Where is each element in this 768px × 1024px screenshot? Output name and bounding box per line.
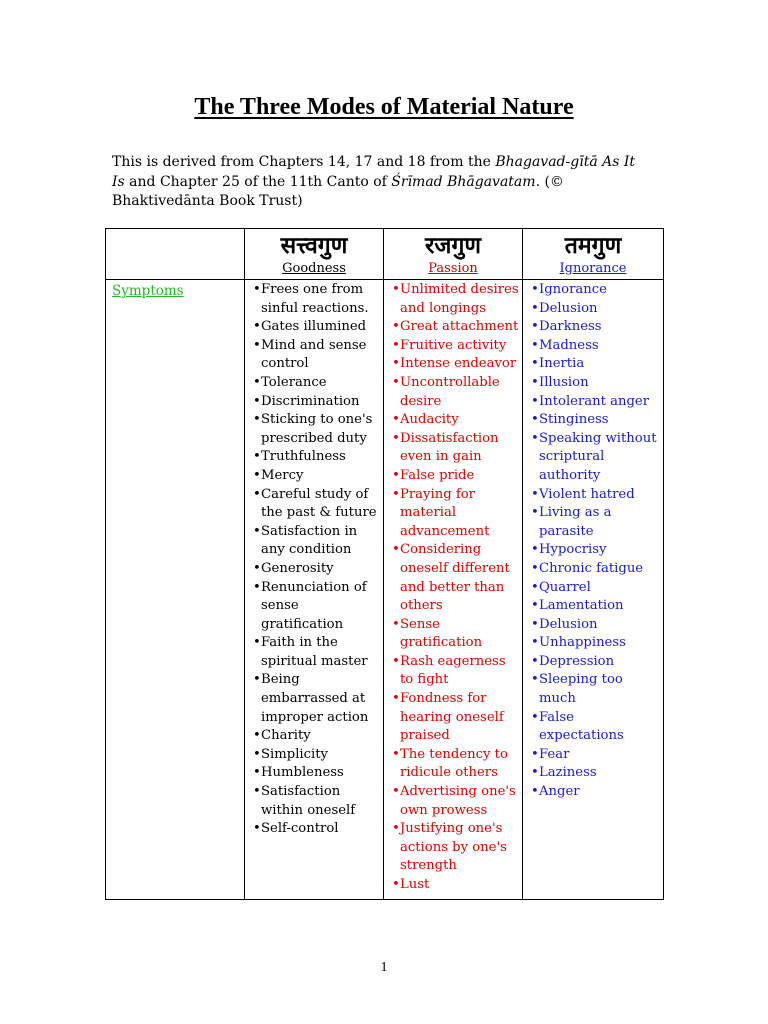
passion-item: • False pride <box>392 467 520 486</box>
passion-item: • Lust <box>392 876 520 895</box>
passion-item: • Great attachment <box>392 318 520 337</box>
header-ignorance <box>523 229 664 280</box>
passion-item: • Fondness for hearing oneself praised <box>392 690 520 746</box>
ignorance-item: • Darkness <box>531 318 661 337</box>
ignorance-item: • Anger <box>531 783 661 802</box>
page-title: The Three Modes of Material Nature <box>194 94 574 120</box>
goodness-item: • Self-control <box>253 820 381 839</box>
goodness-item: • Mercy <box>253 467 381 486</box>
goodness-item: • Being embarrassed at improper action <box>253 671 381 727</box>
passion-item: • Uncontrollable desire <box>392 374 520 411</box>
passion-item: • Fruitive activity <box>392 337 520 356</box>
ignorance-item: • Illusion <box>531 374 661 393</box>
goodness-item: • Satisfaction in any condition <box>253 523 381 560</box>
goodness-item: • Sticking to one's prescribed duty <box>253 411 381 448</box>
goodness-item: • Frees one from sinful reactions. <box>253 281 381 318</box>
passion-item: • Rash eagerness to fight <box>392 653 520 690</box>
corner-cell <box>106 229 245 280</box>
passion-item: • Justifying one's actions by one's strength <box>392 820 520 876</box>
goodness-item: • Humbleness <box>253 764 381 783</box>
ignorance-item: • Intolerant anger <box>531 393 661 412</box>
ignorance-list <box>523 280 663 804</box>
ignorance-item: • Unhappiness <box>531 634 661 653</box>
ignorance-item: • Inertia <box>531 355 661 374</box>
book-title-bhagavatam: Śrīmad Bhāgavatam <box>391 173 536 190</box>
ignorance-item: • Speaking without scriptural authority <box>531 430 661 486</box>
goodness-item: • Discrimination <box>253 393 381 412</box>
goodness-item: • Careful study of the past & future <box>253 486 381 523</box>
passion-cell <box>384 280 523 900</box>
ignorance-item: • Madness <box>531 337 661 356</box>
goodness-item: • Satisfaction within oneself <box>253 783 381 820</box>
ignorance-cell <box>523 280 664 900</box>
header-goodness <box>245 229 384 280</box>
goodness-item: • Tolerance <box>253 374 381 393</box>
ignorance-item: • Stinginess <box>531 411 661 430</box>
ignorance-item: • Sleeping too much <box>531 671 661 708</box>
book-title-gita: Bhagavad-gītā As It Is <box>112 154 636 190</box>
goodness-item: • Gates illumined <box>253 318 381 337</box>
symptoms-link[interactable]: Symptoms <box>106 280 245 900</box>
goodness-item: • Generosity <box>253 560 381 579</box>
passion-item: • Intense endeavor <box>392 355 520 374</box>
ignorance-item: • Delusion <box>531 616 661 635</box>
passion-item: • Sense gratification <box>392 616 520 653</box>
goodness-list <box>245 280 383 841</box>
goodness-item: • Charity <box>253 727 381 746</box>
header-passion <box>384 229 523 280</box>
goodness-item: • Simplicity <box>253 746 381 765</box>
ignorance-item: • Living as a parasite <box>531 504 661 541</box>
goodness-item: • Truthfulness <box>253 448 381 467</box>
sanskrit-ignorance: तमगुण <box>564 232 622 259</box>
ignorance-item: • Hypocrisy <box>531 541 661 560</box>
ignorance-item: • Lamentation <box>531 597 661 616</box>
sanskrit-goodness: सत्त्वगुण <box>280 232 348 259</box>
goodness-item: • Renunciation of sense gratification <box>253 579 381 635</box>
passion-item: • Considering oneself different and better than others <box>392 541 520 615</box>
passion-item: • Praying for material advancement <box>392 486 520 542</box>
passion-item: • The tendency to ridicule others <box>392 746 520 783</box>
intro-paragraph <box>112 153 652 212</box>
mode-ignorance-label: Ignorance <box>559 261 627 276</box>
symptoms-row <box>106 280 664 900</box>
passion-item: • Unlimited desires and longings <box>392 281 520 318</box>
ignorance-item: • Laziness <box>531 764 661 783</box>
intro-text-2: and Chapter 25 of the 11th Canto of <box>124 173 392 190</box>
sanskrit-passion: रजगुण <box>424 232 482 259</box>
passion-list <box>384 280 522 897</box>
goodness-cell <box>245 280 384 900</box>
goodness-item: • Mind and sense control <box>253 337 381 374</box>
ignorance-item: • Ignorance <box>531 281 661 300</box>
header-row <box>106 229 664 280</box>
intro-text-1: This is derived from Chapters 14, 17 and 18 from the <box>112 154 496 170</box>
mode-passion-label: Passion <box>428 261 478 276</box>
goodness-item: • Faith in the spiritual master <box>253 634 381 671</box>
mode-goodness-label: Goodness <box>282 261 346 276</box>
passion-item: • Audacity <box>392 411 520 430</box>
modes-table <box>105 228 664 900</box>
passion-item: • Advertising one's own prowess <box>392 783 520 820</box>
intro-text-3: . (© Bhaktivedānta Book Trust) <box>112 173 564 209</box>
ignorance-item: • Quarrel <box>531 579 661 598</box>
ignorance-item: • Chronic fatigue <box>531 560 661 579</box>
ignorance-item: • Depression <box>531 653 661 672</box>
ignorance-item: • False expectations <box>531 709 661 746</box>
ignorance-item: • Delusion <box>531 300 661 319</box>
ignorance-item: • Fear <box>531 746 661 765</box>
ignorance-item: • Violent hatred <box>531 486 661 505</box>
passion-item: • Dissatisfaction even in gain <box>392 430 520 467</box>
page-number: 1 <box>380 960 388 975</box>
